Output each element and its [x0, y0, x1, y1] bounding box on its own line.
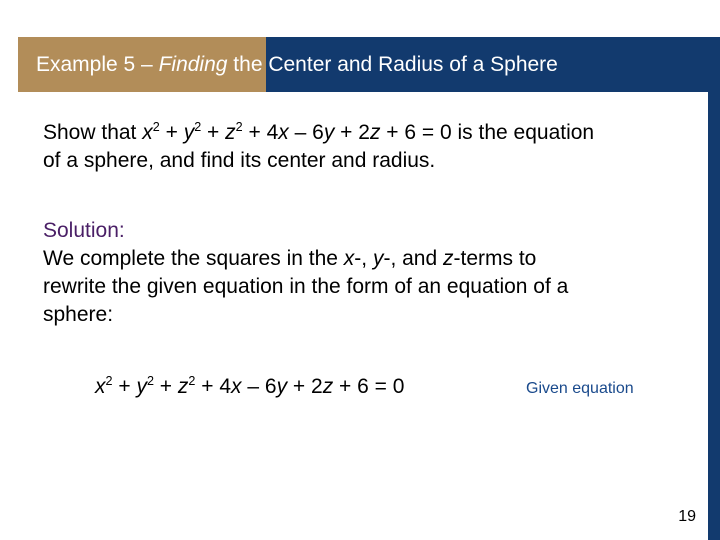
- page-number: 19: [678, 508, 696, 525]
- equation-note: Given equation: [526, 380, 634, 397]
- solution-line-1: We complete the squares in the x-, y-, and z-terms to: [43, 247, 537, 270]
- problem-line-2: of a sphere, and find its center and radius.: [43, 149, 436, 172]
- problem-line-1: Show that $x^2 + y^2 + z^2 + 4x - 6y + 2z + 6 = 0$ is the equation: [43, 120, 595, 144]
- solution-label: Solution:: [43, 219, 125, 242]
- solution-line-2: rewrite the given equation in the form of an equation of a: [43, 275, 569, 298]
- given-equation: $x^2 + y^2 + z^2 + 4x - 6y + 2z + 6 = 0$: [95, 374, 405, 398]
- slide-header: [18, 37, 720, 92]
- slide-title: Example 5 – Finding the Center and Radius of a Sphere: [36, 53, 558, 76]
- solution-line-3: sphere:: [43, 303, 114, 326]
- problem-equation: $x^2 + y^2 + z^2 + 4x - 6y + 2z + 6 = 0$: [142, 120, 452, 144]
- right-edge-bar: [708, 92, 720, 540]
